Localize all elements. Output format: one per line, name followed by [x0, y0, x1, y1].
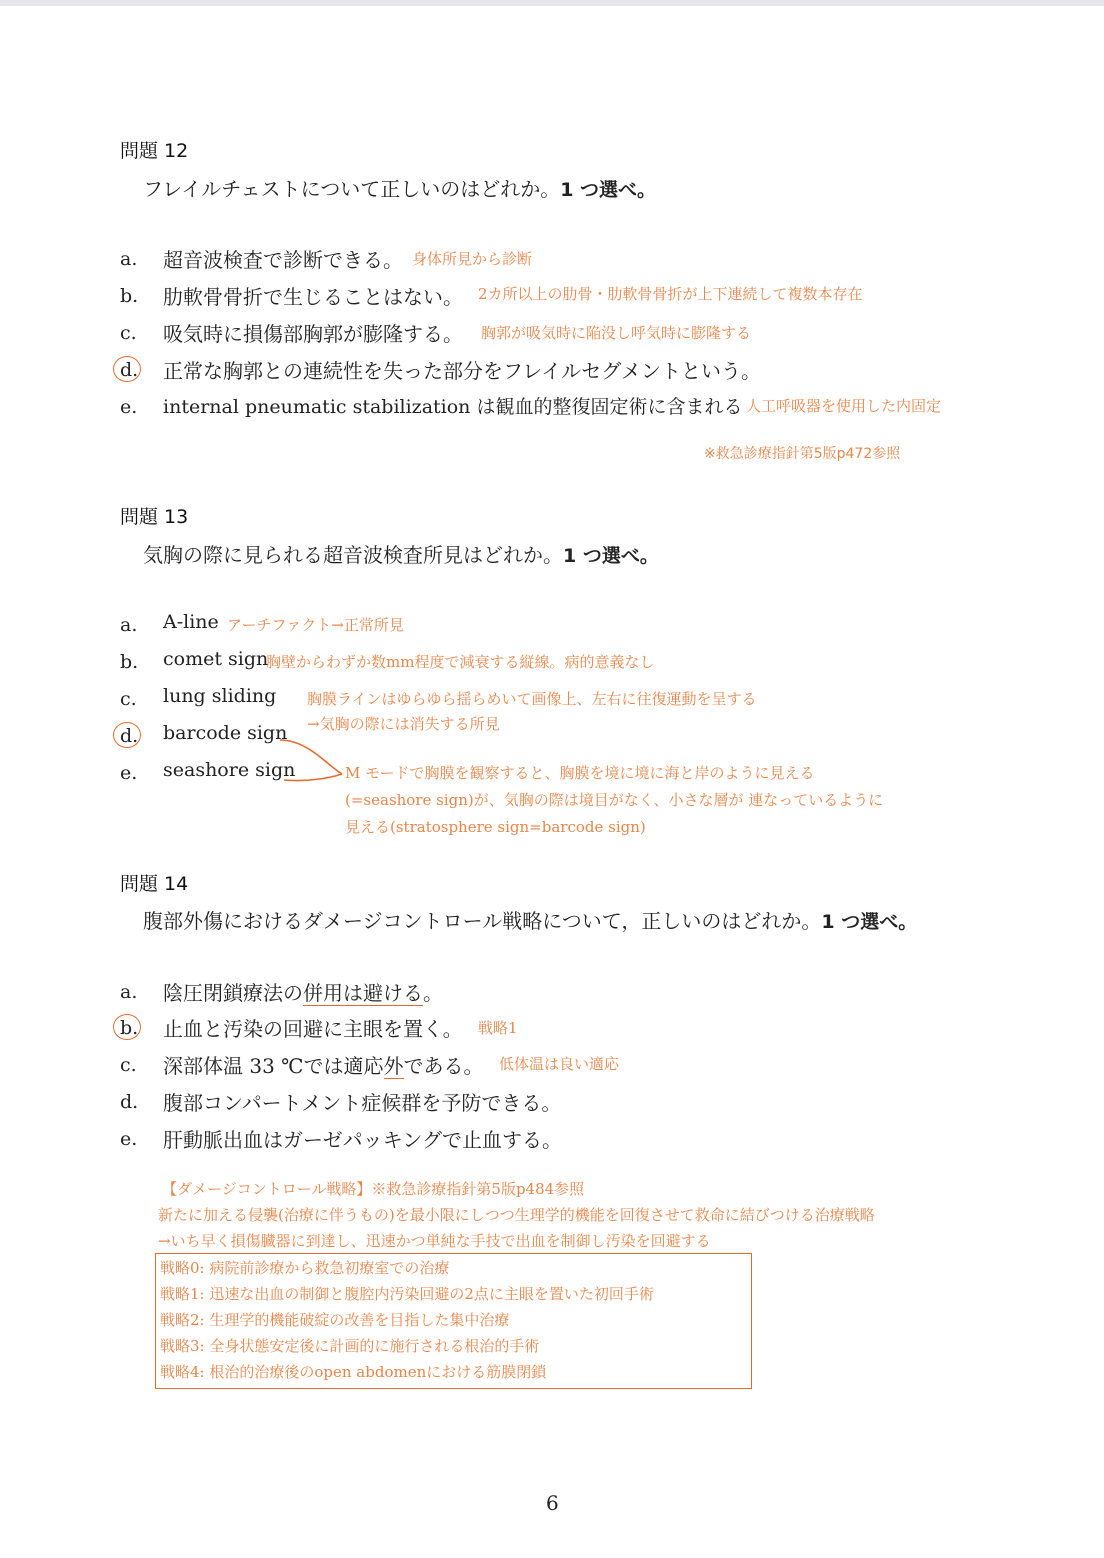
q13-bracket-curve: [278, 736, 348, 786]
q14-option-e-text: 肝動脈出血はガーゼパッキングで止血する。: [163, 1128, 562, 1152]
q13-option-b-text: comet sign: [163, 648, 269, 670]
q13-option-a-note: アーチファクト→正常所見: [227, 616, 404, 634]
q14-option-c-text-3: である。: [403, 1054, 484, 1078]
page-number: 6: [546, 1491, 559, 1515]
q14-summary-line-2: →いち早く損傷臓器に到達し、迅速かつ単純な手技で出血を制御し汚染を回避する: [158, 1232, 711, 1250]
q13-option-e-letter: e.: [120, 762, 138, 784]
q13-option-b-note: 胸壁からわずか数mm程度で減衰する縦線。病的意義なし: [266, 653, 655, 671]
q14-summary-line-1: 新たに加える侵襲(治療に伴うもの)を最小限にしつつ生理学的機能を回復させて救命に結びつける治療戦略: [158, 1206, 875, 1224]
q13-option-c-letter: c.: [120, 688, 137, 710]
q13-option-a-text: A-line: [163, 611, 219, 633]
q13-option-d-letter: d.: [120, 725, 139, 747]
q14-option-c-text-1: 深部体温 33 ℃では適応: [163, 1054, 384, 1078]
q13-sliding-note-2: →気胸の際には消失する所見: [307, 715, 500, 733]
q13-option-b-letter: b.: [120, 651, 139, 673]
q12-option-d-letter: d.: [120, 359, 139, 381]
q13-option-c-text: lung sliding: [163, 685, 277, 707]
q12-stem-bold: 1 つ選べ。: [560, 179, 657, 201]
q13-stem-bold: 1 つ選べ。: [563, 545, 659, 567]
q14-option-c-letter: c.: [120, 1054, 137, 1076]
q12-option-a-note: 身体所見から診断: [412, 250, 533, 268]
strategy-2: 戦略2: 生理学的機能破綻の改善を目指した集中治療: [160, 1311, 510, 1329]
q14-stem: [143, 905, 917, 934]
strategy-4: 戦略4: 根治的治療後のopen abdomenにおける筋膜閉鎖: [160, 1363, 547, 1381]
q12-option-d-text: 正常な胸郭との連続性を失った部分をフレイルセグメントという。: [163, 359, 761, 383]
q14-stem-bold: 1 つ選べ。: [821, 911, 918, 933]
q14-option-b-letter: b.: [120, 1017, 139, 1039]
q13-option-a-letter: a.: [120, 614, 138, 636]
q14-option-e-letter: e.: [120, 1128, 138, 1150]
top-edge: [0, 0, 1104, 6]
q14-option-b-note: 戦略1: [478, 1019, 518, 1037]
q12-option-b-note: 2カ所以上の肋骨・肋軟骨骨折が上下連続して複数本存在: [478, 285, 863, 303]
q12-option-a-text: 超音波検査で診断できる。: [163, 248, 403, 272]
q14-option-c-text: [163, 1050, 484, 1079]
q12-reference: ※救急診療指針第5版p472参照: [704, 446, 901, 462]
q14-option-a-letter: a.: [120, 981, 138, 1003]
strategy-3: 戦略3: 全身状態安定後に計画的に施行される根治的手術: [160, 1337, 540, 1355]
q14-option-a-text-1: 陰圧閉鎖療法の: [163, 981, 303, 1005]
q12-option-a-letter: a.: [120, 248, 138, 270]
q14-summary-title: 【ダメージコントロール戦略】※救急診療指針第5版p484参照: [162, 1180, 585, 1198]
q12-option-e-note: 人工呼吸器を使用した内固定: [746, 397, 942, 415]
q13-sliding-note-1: 胸膜ラインはゆらゆら揺らめいて画像上、左右に往復運動を呈する: [307, 690, 757, 708]
q12-option-c-text: 吸気時に損傷部胸郭が膨隆する。: [163, 322, 463, 346]
q13-option-d-text: barcode sign: [163, 722, 288, 744]
q14-option-d-letter: d.: [120, 1091, 139, 1113]
strategy-0: 戦略0: 病院前診療から救急初療室での治療: [160, 1259, 450, 1277]
q12-stem: [143, 173, 656, 202]
q12-option-e-letter: e.: [120, 396, 138, 418]
q12-option-b-letter: b.: [120, 285, 139, 307]
q13-heading: 問題 13: [120, 506, 189, 528]
q14-option-c-note: 低体温は良い適応: [499, 1055, 620, 1073]
q13-option-e-text: seashore sign: [163, 759, 296, 781]
q13-mmode-note-2: (=seashore sign)が、気胸の際は境目がなく、小さな層が 連なっているように: [345, 791, 884, 809]
q14-option-a-underlined: 併用は避ける: [303, 981, 423, 1005]
q13-stem: [143, 539, 659, 568]
q14-option-a-text-3: 。: [423, 981, 443, 1005]
strategy-1: 戦略1: 迅速な出血の制御と腹腔内汚染回避の2点に主眼を置いた初回手術: [160, 1285, 654, 1303]
q14-option-d-text: 腹部コンパートメント症候群を予防できる。: [163, 1091, 562, 1115]
q12-option-c-note: 胸郭が吸気時に陥没し呼気時に膨隆する: [481, 324, 752, 342]
q14-stem-text: 腹部外傷におけるダメージコントロール戦略について，正しいのはどれか。: [143, 909, 822, 933]
q14-heading: 問題 14: [120, 873, 189, 895]
q12-option-c-letter: c.: [120, 322, 137, 344]
q14-option-a-text: [163, 977, 443, 1006]
q13-stem-text: 気胸の際に見られる超音波検査所見はどれか。: [143, 543, 563, 567]
q12-option-b-text: 肋軟骨骨折で生じることはない。: [163, 285, 463, 309]
q14-option-c-underlined: 外: [383, 1054, 404, 1078]
q12-heading: 問題 12: [120, 140, 189, 162]
q12-option-e-text: internal pneumatic stabilization は観血的整復固定術に含まれる: [163, 396, 743, 418]
q14-option-b-text: 止血と汚染の回避に主眼を置く。: [163, 1017, 463, 1041]
q13-mmode-note-1: M モードで胸膜を観察すると、胸膜を境に境に海と岸のように見える: [345, 764, 815, 782]
q12-stem-text: フレイルチェストについて正しいのはどれか。: [143, 177, 561, 201]
q13-mmode-note-3: 見える(stratosphere sign=barcode sign): [345, 818, 646, 836]
